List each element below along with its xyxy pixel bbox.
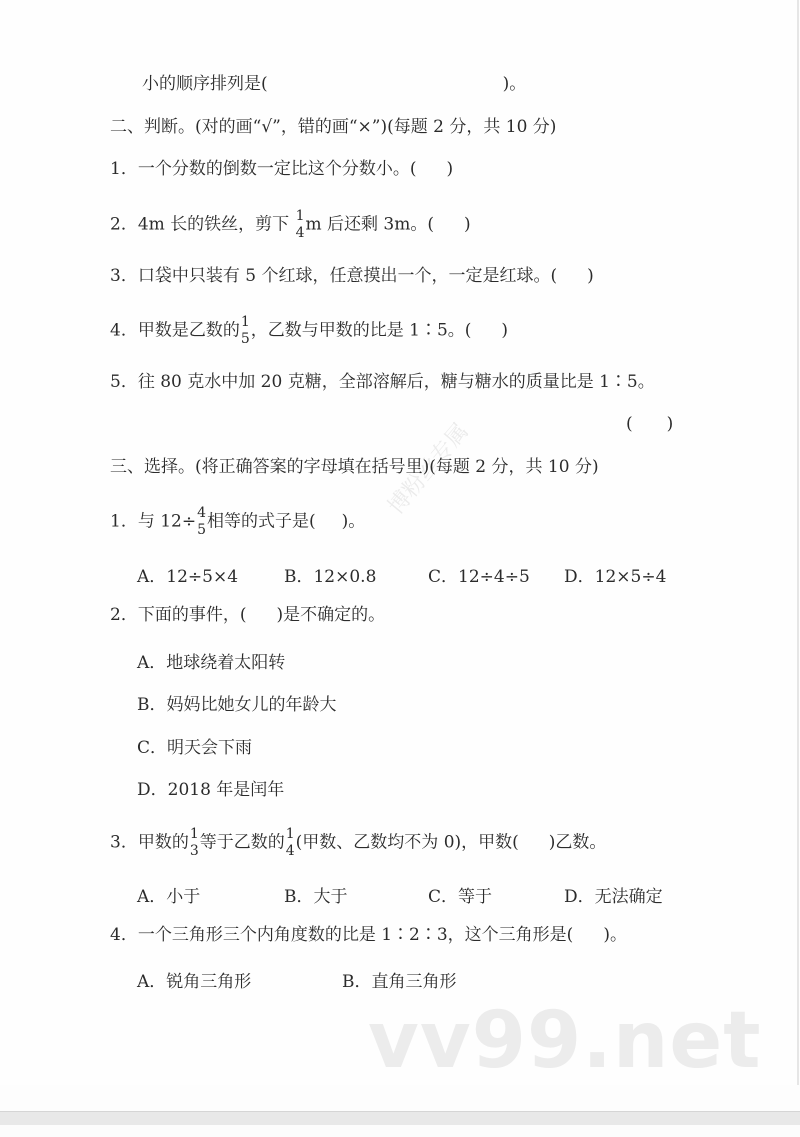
q1-option-b: B．12×0.8 <box>284 567 377 587</box>
q3-option-b: B．大于 <box>284 887 348 907</box>
item-text: 4m 长的铁丝，剪下 <box>137 214 295 235</box>
judge-item-3 <box>110 265 594 287</box>
item-text: 往 80 克水中加 20 克糖，全部溶解后，糖与糖水的质量比是 1∶5。 <box>137 372 655 392</box>
judge-item-4 <box>110 314 508 348</box>
item-num: 2． <box>110 214 138 235</box>
judge-item-2 <box>110 208 471 242</box>
fraction: 4 5 <box>197 505 207 538</box>
item-num: 2． <box>110 605 138 625</box>
item-close: ) <box>501 320 509 341</box>
item-close: )是不确定的。 <box>276 605 386 625</box>
choice-q3 <box>110 826 606 860</box>
fraction: 1 5 <box>240 314 250 347</box>
item-text: 甲数是乙数的 <box>137 320 240 341</box>
item-close: )乙数。 <box>548 832 607 853</box>
fraction: 1 3 <box>189 826 199 859</box>
q4-option-b: B．直角三角形 <box>342 972 457 992</box>
tail-close: )。 <box>502 74 527 94</box>
q2-option-b: B．妈妈比她女儿的年龄大 <box>137 695 337 715</box>
judge-item-1 <box>110 158 453 180</box>
item-text: 与 12÷ <box>137 511 197 532</box>
item-text: 口袋中只装有 5 个红球，任意摸出一个，一定是红球。( <box>137 266 558 286</box>
item-text: 一个分数的倒数一定比这个分数小。( <box>137 159 417 179</box>
judge-item-5 <box>110 371 655 393</box>
item-num: 5． <box>110 372 138 392</box>
item-num: 3． <box>110 832 138 853</box>
item-text: m 后还剩 3m。( <box>305 214 434 235</box>
item-close: ) <box>446 159 454 179</box>
q2-option-c: C．明天会下雨 <box>137 738 253 758</box>
item-text: (甲数、乙数均不为 0)，甲数( <box>295 832 519 853</box>
section3-heading: 三、选择。(将正确答案的字母填在括号里)(每题 2 分，共 10 分) <box>110 457 599 477</box>
item-text: 下面的事件，( <box>137 605 247 625</box>
item-num: 1． <box>110 511 138 532</box>
item-num: 3． <box>110 266 138 286</box>
fraction: 1 4 <box>285 826 295 859</box>
q1-option-d: D．12×5÷4 <box>564 567 667 587</box>
fraction: 1 4 <box>295 208 305 241</box>
choice-q2 <box>110 604 385 626</box>
item-num: 1． <box>110 159 138 179</box>
item-close: )。 <box>603 925 627 945</box>
item-num: 4． <box>110 925 138 945</box>
section1-tail <box>142 73 526 95</box>
item-text: 等于乙数的 <box>199 832 285 853</box>
diagonal-watermark: 博粉丝专属 <box>383 418 474 520</box>
q1-option-a: A．12÷5×4 <box>137 567 239 587</box>
item-close: )。 <box>341 511 366 532</box>
item-text: ，乙数与甲数的比是 1∶5。( <box>250 320 472 341</box>
item-text: 一个三角形三个内角度数的比是 1∶2∶3，这个三角形是( <box>137 925 574 945</box>
site-watermark: vv99.net <box>368 996 762 1086</box>
choice-q1 <box>110 505 365 539</box>
item-text: 甲数的 <box>137 832 189 853</box>
item-text: 相等的式子是( <box>207 511 316 532</box>
q1-option-c: C．12÷4÷5 <box>428 567 530 587</box>
item-close: ) <box>464 214 471 235</box>
q3-option-c: C．等于 <box>428 887 493 907</box>
q4-option-a: A．锐角三角形 <box>137 972 252 992</box>
tail-text: 小的顺序排列是( <box>142 74 268 94</box>
item-num: 4． <box>110 320 138 341</box>
q3-option-d: D．无法确定 <box>564 887 663 907</box>
q2-option-d: D．2018 年是闰年 <box>137 780 285 800</box>
section2-heading: 二、判断。(对的画“√”，错的画“×”)(每题 2 分，共 10 分) <box>110 117 557 137</box>
choice-q4 <box>110 924 627 946</box>
item-close: ) <box>587 266 594 286</box>
q2-option-a: A．地球绕着太阳转 <box>137 653 286 673</box>
q3-option-a: A．小于 <box>137 887 201 907</box>
next-page-edge <box>0 1125 800 1137</box>
page-separator <box>0 1111 800 1126</box>
judge-item-5-answer: ( ) <box>626 414 674 434</box>
